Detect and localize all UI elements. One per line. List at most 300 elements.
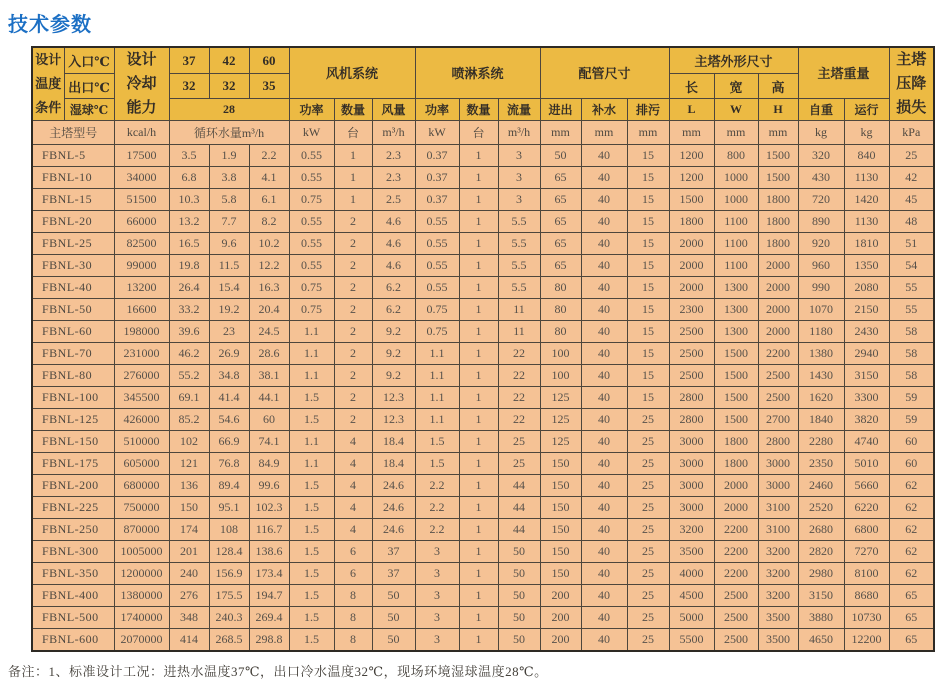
header-running-weight: 运行	[844, 98, 889, 120]
header-dim-w: W	[714, 98, 758, 120]
value-cell: 16600	[114, 299, 169, 321]
value-cell: 40	[581, 475, 627, 497]
value-cell: 25	[627, 519, 669, 541]
value-cell: 40	[581, 167, 627, 189]
model-cell: FBNL-175	[32, 453, 114, 475]
value-cell: 3150	[844, 365, 889, 387]
value-cell: 25	[498, 431, 540, 453]
value-cell: 2500	[669, 321, 714, 343]
value-cell: 1000	[714, 189, 758, 211]
value-cell: 2800	[758, 431, 798, 453]
value-cell: 26.9	[209, 343, 249, 365]
value-cell: 298.8	[249, 629, 289, 652]
header-model: 主塔型号	[32, 121, 114, 145]
value-cell: 2.2	[415, 519, 459, 541]
value-cell: 46.2	[169, 343, 209, 365]
value-cell: 4000	[669, 563, 714, 585]
model-cell: FBNL-500	[32, 607, 114, 629]
value-cell: 6	[334, 541, 372, 563]
value-cell: 1	[459, 189, 498, 211]
value-cell: 116.7	[249, 519, 289, 541]
value-cell: 12.3	[372, 409, 415, 431]
value-cell: 1.5	[289, 563, 334, 585]
value-cell: 1	[459, 343, 498, 365]
value-cell: 231000	[114, 343, 169, 365]
value-cell: 9.2	[372, 343, 415, 365]
value-cell: 5.5	[498, 233, 540, 255]
value-cell: 1300	[714, 277, 758, 299]
value-cell: 4650	[798, 629, 844, 652]
value-cell: 1	[459, 541, 498, 563]
value-cell: 2000	[758, 299, 798, 321]
value-cell: 136	[169, 475, 209, 497]
value-cell: 25	[498, 453, 540, 475]
value-cell: 62	[889, 475, 934, 497]
value-cell: 1	[459, 321, 498, 343]
value-cell: 0.55	[415, 211, 459, 233]
header-spray-qty: 数量	[459, 98, 498, 120]
model-cell: FBNL-20	[32, 211, 114, 233]
value-cell: 3200	[758, 585, 798, 607]
value-cell: 2080	[844, 277, 889, 299]
value-cell: 24.5	[249, 321, 289, 343]
value-cell: 0.55	[289, 145, 334, 167]
value-cell: 17500	[114, 145, 169, 167]
value-cell: 102.3	[249, 497, 289, 519]
value-cell: 194.7	[249, 585, 289, 607]
value-cell: 51	[889, 233, 934, 255]
value-cell: 5.5	[498, 211, 540, 233]
value-cell: 40	[581, 299, 627, 321]
value-cell: 80	[540, 321, 581, 343]
value-cell: 430	[798, 167, 844, 189]
value-cell: 80	[540, 299, 581, 321]
value-cell: 13200	[114, 277, 169, 299]
value-cell: 39.6	[169, 321, 209, 343]
unit-self-kg: kg	[798, 121, 844, 145]
header-fan-qty: 数量	[334, 98, 372, 120]
value-cell: 2	[334, 255, 372, 277]
value-cell: 24.6	[372, 519, 415, 541]
value-cell: 50	[372, 607, 415, 629]
value-cell: 8100	[844, 563, 889, 585]
value-cell: 28.6	[249, 343, 289, 365]
value-cell: 1800	[714, 453, 758, 475]
value-cell: 62	[889, 519, 934, 541]
header-design-temp-condition: 设计温度条件	[32, 47, 64, 121]
value-cell: 22	[498, 409, 540, 431]
value-cell: 25	[627, 563, 669, 585]
value-cell: 125	[540, 409, 581, 431]
footnote: 备注：1、标准设计工况：进热水温度37℃，出口冷水温度32℃，现场环境湿球温度28℃。	[8, 664, 548, 680]
header-inlet-c: 入口℃	[64, 47, 114, 74]
value-cell: 3820	[844, 409, 889, 431]
model-cell: FBNL-40	[32, 277, 114, 299]
value-cell: 24.6	[372, 475, 415, 497]
value-cell: 1	[459, 519, 498, 541]
value-cell: 1	[459, 409, 498, 431]
value-cell: 19.8	[169, 255, 209, 277]
value-cell: 24.6	[372, 497, 415, 519]
value-cell: 1.1	[415, 387, 459, 409]
model-cell: FBNL-250	[32, 519, 114, 541]
value-cell: 66.9	[209, 431, 249, 453]
value-cell: 2430	[844, 321, 889, 343]
value-cell: 198000	[114, 321, 169, 343]
value-cell: 65	[889, 629, 934, 652]
model-cell: FBNL-400	[32, 585, 114, 607]
value-cell: 40	[581, 189, 627, 211]
value-cell: 65	[540, 211, 581, 233]
header-tower-dimensions: 主塔外形尺寸	[669, 47, 798, 74]
value-cell: 150	[540, 563, 581, 585]
value-cell: 2200	[714, 563, 758, 585]
value-cell: 2000	[758, 255, 798, 277]
value-cell: 25	[627, 475, 669, 497]
value-cell: 40	[581, 365, 627, 387]
value-cell: 150	[540, 519, 581, 541]
value-cell: 1.5	[289, 585, 334, 607]
value-cell: 8.2	[249, 211, 289, 233]
model-cell: FBNL-125	[32, 409, 114, 431]
value-cell: 1.5	[289, 629, 334, 652]
value-cell: 15	[627, 189, 669, 211]
header-piping-size: 配管尺寸	[540, 47, 669, 98]
value-cell: 44.1	[249, 387, 289, 409]
value-cell: 11	[498, 299, 540, 321]
value-cell: 1840	[798, 409, 844, 431]
table-row	[32, 299, 934, 321]
value-cell: 1	[459, 497, 498, 519]
value-cell: 0.55	[415, 277, 459, 299]
value-cell: 44	[498, 497, 540, 519]
header-pressure-drop: 主塔压降损失	[889, 47, 934, 121]
value-cell: 1	[334, 167, 372, 189]
value-cell: 1.1	[289, 365, 334, 387]
value-cell: 40	[581, 541, 627, 563]
value-cell: 66000	[114, 211, 169, 233]
value-cell: 2000	[669, 255, 714, 277]
value-cell: 50	[498, 541, 540, 563]
value-cell: 1	[459, 585, 498, 607]
value-cell: 1200	[669, 145, 714, 167]
value-cell: 45	[889, 189, 934, 211]
value-cell: 54.6	[209, 409, 249, 431]
value-cell: 5000	[669, 607, 714, 629]
header-outlet-temp-3: 35	[249, 74, 289, 98]
value-cell: 50	[498, 607, 540, 629]
value-cell: 3	[415, 585, 459, 607]
value-cell: 720	[798, 189, 844, 211]
value-cell: 62	[889, 541, 934, 563]
value-cell: 20.4	[249, 299, 289, 321]
value-cell: 3	[415, 563, 459, 585]
value-cell: 680000	[114, 475, 169, 497]
value-cell: 173.4	[249, 563, 289, 585]
value-cell: 89.4	[209, 475, 249, 497]
value-cell: 3	[415, 607, 459, 629]
table-row	[32, 497, 934, 519]
value-cell: 15	[627, 343, 669, 365]
value-cell: 15	[627, 211, 669, 233]
value-cell: 1	[459, 453, 498, 475]
page-title: 技术参数	[8, 14, 92, 36]
value-cell: 2500	[714, 585, 758, 607]
value-cell: 1180	[798, 321, 844, 343]
model-cell: FBNL-60	[32, 321, 114, 343]
value-cell: 84.9	[249, 453, 289, 475]
value-cell: 15	[627, 365, 669, 387]
value-cell: 102	[169, 431, 209, 453]
value-cell: 40	[581, 409, 627, 431]
value-cell: 1500	[669, 189, 714, 211]
value-cell: 3500	[669, 541, 714, 563]
value-cell: 1430	[798, 365, 844, 387]
value-cell: 108	[209, 519, 249, 541]
value-cell: 3100	[758, 519, 798, 541]
value-cell: 1	[459, 431, 498, 453]
value-cell: 1300	[714, 299, 758, 321]
header-design-cooling-capacity: 设计冷却能力	[114, 47, 169, 121]
value-cell: 1100	[714, 233, 758, 255]
value-cell: 40	[581, 277, 627, 299]
value-cell: 55.2	[169, 365, 209, 387]
table-row	[32, 387, 934, 409]
value-cell: 51500	[114, 189, 169, 211]
value-cell: 2460	[798, 475, 844, 497]
value-cell: 2520	[798, 497, 844, 519]
header-outlet-temp-2: 32	[209, 74, 249, 98]
model-cell: FBNL-5	[32, 145, 114, 167]
value-cell: 240	[169, 563, 209, 585]
value-cell: 100	[540, 365, 581, 387]
unit-spray-tai: 台	[459, 121, 498, 145]
value-cell: 1500	[714, 365, 758, 387]
value-cell: 0.75	[415, 321, 459, 343]
value-cell: 1380	[798, 343, 844, 365]
value-cell: 55	[889, 277, 934, 299]
value-cell: 40	[581, 519, 627, 541]
value-cell: 1	[459, 167, 498, 189]
value-cell: 3500	[758, 629, 798, 652]
value-cell: 1	[459, 607, 498, 629]
value-cell: 76.8	[209, 453, 249, 475]
model-cell: FBNL-80	[32, 365, 114, 387]
unit-spray-m3h: m³/h	[498, 121, 540, 145]
value-cell: 3	[415, 541, 459, 563]
value-cell: 1.1	[289, 431, 334, 453]
value-cell: 840	[844, 145, 889, 167]
table-row	[32, 519, 934, 541]
value-cell: 1130	[844, 167, 889, 189]
value-cell: 2.2	[415, 497, 459, 519]
value-cell: 60	[249, 409, 289, 431]
value-cell: 65	[540, 167, 581, 189]
value-cell: 50	[372, 585, 415, 607]
value-cell: 38.1	[249, 365, 289, 387]
value-cell: 26.4	[169, 277, 209, 299]
header-inlet-temp-2: 42	[209, 47, 249, 74]
value-cell: 25	[889, 145, 934, 167]
table-row	[32, 475, 934, 497]
unit-kpa: kPa	[889, 121, 934, 145]
value-cell: 5.5	[498, 255, 540, 277]
table-row	[32, 189, 934, 211]
value-cell: 0.75	[289, 277, 334, 299]
value-cell: 426000	[114, 409, 169, 431]
value-cell: 4	[334, 475, 372, 497]
value-cell: 11.5	[209, 255, 249, 277]
value-cell: 9.2	[372, 365, 415, 387]
value-cell: 6220	[844, 497, 889, 519]
value-cell: 37	[372, 541, 415, 563]
value-cell: 40	[581, 431, 627, 453]
value-cell: 18.4	[372, 431, 415, 453]
model-cell: FBNL-30	[32, 255, 114, 277]
value-cell: 58	[889, 343, 934, 365]
value-cell: 1380000	[114, 585, 169, 607]
value-cell: 1.1	[289, 343, 334, 365]
value-cell: 1.5	[289, 497, 334, 519]
value-cell: 750000	[114, 497, 169, 519]
header-outlet-c: 出口℃	[64, 74, 114, 98]
value-cell: 10.2	[249, 233, 289, 255]
header-outlet-temp-1: 32	[169, 74, 209, 98]
table-row	[32, 167, 934, 189]
header-dim-length: 长	[669, 74, 714, 98]
unit-kcal: kcal/h	[114, 121, 169, 145]
value-cell: 1.1	[289, 321, 334, 343]
value-cell: 15	[627, 321, 669, 343]
header-pipe-drain: 排污	[627, 98, 669, 120]
model-cell: FBNL-100	[32, 387, 114, 409]
value-cell: 2000	[714, 475, 758, 497]
value-cell: 2150	[844, 299, 889, 321]
header-self-weight: 自重	[798, 98, 844, 120]
value-cell: 1810	[844, 233, 889, 255]
value-cell: 3200	[758, 563, 798, 585]
model-cell: FBNL-350	[32, 563, 114, 585]
value-cell: 2500	[758, 387, 798, 409]
value-cell: 1500	[714, 409, 758, 431]
value-cell: 25	[627, 453, 669, 475]
model-cell: FBNL-150	[32, 431, 114, 453]
value-cell: 348	[169, 607, 209, 629]
value-cell: 5.8	[209, 189, 249, 211]
model-cell: FBNL-25	[32, 233, 114, 255]
value-cell: 269.4	[249, 607, 289, 629]
value-cell: 1.9	[209, 145, 249, 167]
value-cell: 50	[498, 629, 540, 652]
value-cell: 15	[627, 167, 669, 189]
value-cell: 3500	[758, 607, 798, 629]
value-cell: 2	[334, 211, 372, 233]
value-cell: 15	[627, 255, 669, 277]
value-cell: 2500	[714, 607, 758, 629]
unit-pipe-inout-mm: mm	[540, 121, 581, 145]
value-cell: 12.3	[372, 387, 415, 409]
value-cell: 4	[334, 519, 372, 541]
value-cell: 40	[581, 585, 627, 607]
value-cell: 800	[714, 145, 758, 167]
value-cell: 156.9	[209, 563, 249, 585]
value-cell: 1.1	[415, 409, 459, 431]
value-cell: 6	[334, 563, 372, 585]
value-cell: 50	[372, 629, 415, 652]
value-cell: 1350	[844, 255, 889, 277]
value-cell: 1000	[714, 167, 758, 189]
value-cell: 1100	[714, 211, 758, 233]
value-cell: 1.5	[289, 541, 334, 563]
value-cell: 2280	[798, 431, 844, 453]
value-cell: 25	[627, 409, 669, 431]
header-fan-power: 功率	[289, 98, 334, 120]
value-cell: 15	[627, 299, 669, 321]
spec-table	[31, 46, 935, 652]
value-cell: 1420	[844, 189, 889, 211]
value-cell: 16.5	[169, 233, 209, 255]
value-cell: 0.75	[289, 189, 334, 211]
value-cell: 2800	[669, 387, 714, 409]
header-spray-flow: 流量	[498, 98, 540, 120]
value-cell: 4500	[669, 585, 714, 607]
table-row	[32, 343, 934, 365]
value-cell: 62	[889, 563, 934, 585]
value-cell: 2.2	[415, 475, 459, 497]
value-cell: 99000	[114, 255, 169, 277]
value-cell: 150	[540, 475, 581, 497]
value-cell: 3	[498, 145, 540, 167]
value-cell: 40	[581, 629, 627, 652]
value-cell: 42	[889, 167, 934, 189]
value-cell: 9.2	[372, 321, 415, 343]
unit-dim-w-mm: mm	[714, 121, 758, 145]
value-cell: 40	[581, 497, 627, 519]
value-cell: 1500	[758, 167, 798, 189]
value-cell: 19.2	[209, 299, 249, 321]
value-cell: 2.3	[372, 145, 415, 167]
value-cell: 22	[498, 387, 540, 409]
header-inlet-temp-1: 37	[169, 47, 209, 74]
value-cell: 2200	[714, 519, 758, 541]
value-cell: 8	[334, 629, 372, 652]
value-cell: 100	[540, 343, 581, 365]
value-cell: 13.2	[169, 211, 209, 233]
value-cell: 25	[627, 541, 669, 563]
value-cell: 605000	[114, 453, 169, 475]
value-cell: 0.55	[289, 211, 334, 233]
value-cell: 1.5	[415, 453, 459, 475]
value-cell: 99.6	[249, 475, 289, 497]
value-cell: 2	[334, 409, 372, 431]
table-row	[32, 365, 934, 387]
value-cell: 1	[459, 475, 498, 497]
table-row	[32, 431, 934, 453]
header-dim-h: H	[758, 98, 798, 120]
value-cell: 15	[627, 145, 669, 167]
value-cell: 240.3	[209, 607, 249, 629]
value-cell: 2500	[669, 343, 714, 365]
value-cell: 44	[498, 519, 540, 541]
value-cell: 0.55	[289, 167, 334, 189]
value-cell: 2.2	[249, 145, 289, 167]
value-cell: 960	[798, 255, 844, 277]
value-cell: 2980	[798, 563, 844, 585]
value-cell: 1	[459, 145, 498, 167]
value-cell: 1	[459, 255, 498, 277]
unit-pipe-drain-mm: mm	[627, 121, 669, 145]
value-cell: 3000	[669, 475, 714, 497]
